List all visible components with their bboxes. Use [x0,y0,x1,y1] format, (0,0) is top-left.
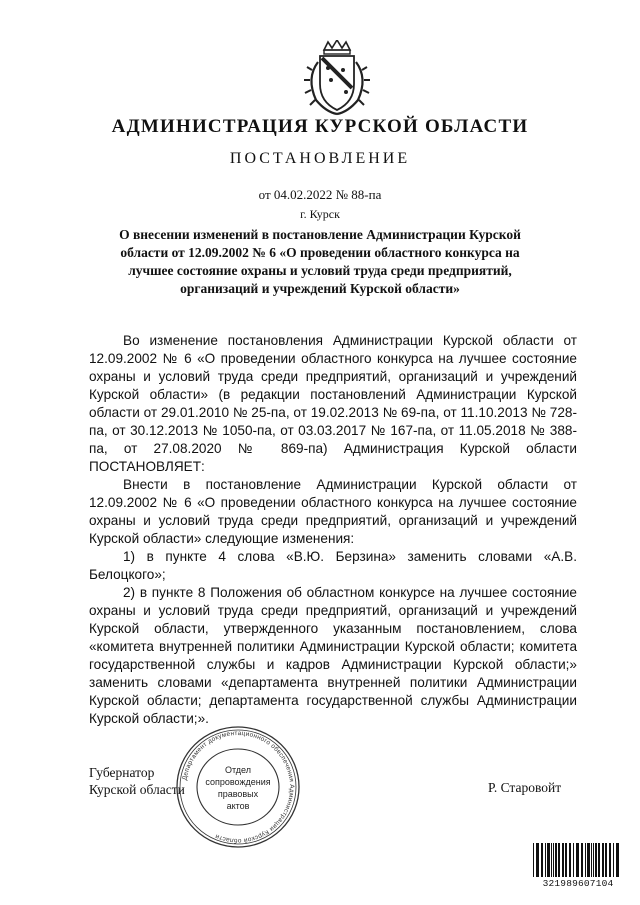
body-paragraph-preamble: Во изменение постановления Администрации Курской области от 12.09.2002 № 6 «О проведении областного конкурса на лучшее состояние охраны и условий труда среди предприятий, организаций и учреждений Курской области» (в редакции постановлений Администрации Курской области от 29.01.2010 № 25-па, от 19.02.2013 № 69-па, от 11.10.2013 № 728-па, от 30.12.2013 № 1050-па, от 03.03.2017 № 167-па, от 11.05.2018 № 388-па, от 27.08.2020 № 869-па) Администрация Курской области ПОСТАНОВЛЯЕТ: [89,333,577,474]
stamp-outer-text: Департамент документационного обеспечения Администрации Курской области [181,729,296,845]
body-paragraph-item-2: 2) в пункте 8 Положения об областном конкурсе на лучшее состояние охраны и условий труда среди предприятий, организаций и учреждений Курской области, утвержденного указанным постановлением, слова «комитета внутренней политики Администрации Курской области; комитета государственной службы и кадров Администрации Курской области;» заменить словами «департамента внутренней политики Администрации Курской области; департамента государственной службы Администрации Курской области;». [89,585,577,726]
barcode-number: 321989607104 [542,878,614,889]
document-type: ПОСТАНОВЛЕНИЕ [229,150,411,167]
signer-title-line-2: Курской области [89,782,185,797]
body-paragraph-resolution: Внести в постановление Администрации Курской области от 12.09.2002 № 6 «О проведении областного конкурса на лучшее состояние охраны и условий труда среди предприятий, организаций и учреждений Курской области» следующие изменения: [89,477,577,546]
stamp-line-2: сопровождения [205,777,271,787]
coat-of-arms-emblem [298,40,376,118]
official-stamp [174,725,302,850]
document-subject: О внесении изменений в постановление Администрации Курской области от 12.09.2002 № 6 «О проведении областного конкурса на лучшее состояние охраны и условий труда среди предприятий, организаций и учреждений Курской области» [119,227,521,296]
document-body [89,332,577,728]
stamp-line-3: правовых [217,789,259,799]
signer-title [89,764,185,798]
document-city: г. Курск [300,207,340,221]
document-date-number: от 04.02.2022 № 88-па [258,187,382,202]
signer-title-line-1: Губернатор [89,765,155,780]
stamp-line-4: актов [226,801,250,811]
signer-name: Р. Старовойт [488,780,562,795]
organization-title: АДМИНИСТРАЦИЯ КУРСКОЙ ОБЛАСТИ [111,116,529,137]
barcode-image [532,843,622,877]
stamp-line-1: Отдел [224,765,252,775]
body-paragraph-item-1: 1) в пункте 4 слова «В.Ю. Берзина» заменить словами «А.В. Белоцкого»; [89,549,577,582]
